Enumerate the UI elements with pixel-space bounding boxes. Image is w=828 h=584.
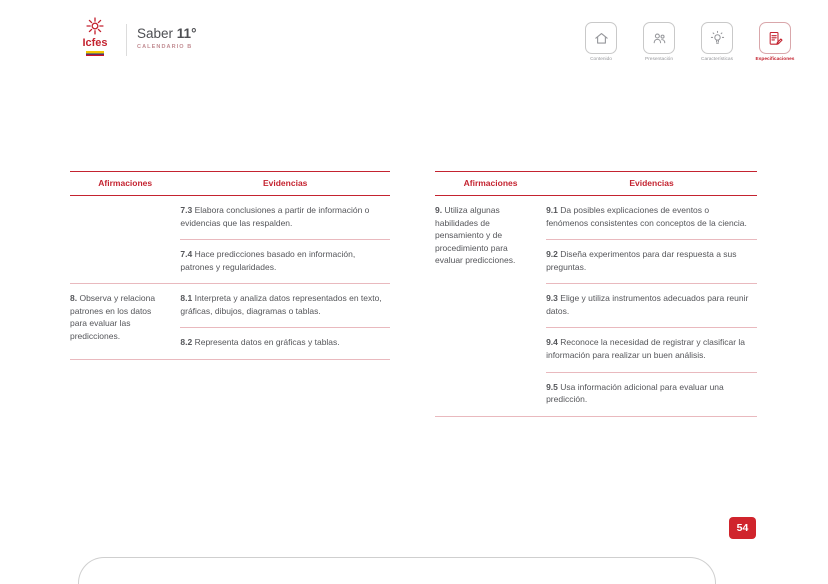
spec-sheet-icon — [759, 22, 791, 54]
title-name: Saber — [137, 26, 174, 41]
table-header-row — [70, 172, 390, 196]
evidencia-cell — [180, 240, 390, 284]
top-nav — [578, 22, 798, 62]
afirmacion-number: 8. — [70, 293, 78, 304]
people-icon — [643, 22, 675, 54]
column-header-afirmaciones: Afirmaciones — [70, 172, 180, 196]
column-header-afirmaciones: Afirmaciones — [435, 172, 546, 196]
colombia-flag — [86, 51, 104, 56]
home-icon — [585, 22, 617, 54]
evidencia-text: Hace predicciones basado en información, patrones y regularidades. — [180, 249, 356, 272]
nav-item-contenido[interactable] — [578, 22, 624, 62]
nav-item-especificaciones[interactable] — [752, 22, 798, 62]
specifications-table-left — [70, 171, 390, 360]
afirmacion-number: 9. — [435, 205, 443, 215]
nav-label: Presentación — [645, 57, 673, 62]
evidencia-text: Representa datos en gráficas y tablas. — [194, 337, 340, 348]
evidencia-text: Interpreta y analiza datos representados en texto, gráficas, dibujos, diagramas o tablas. — [180, 293, 382, 316]
page-title — [137, 26, 196, 41]
evidencia-cell — [546, 240, 757, 284]
evidencia-number: 9.3 — [546, 293, 558, 304]
evidencia-number: 8.1 — [180, 293, 193, 304]
doc-title — [137, 26, 196, 50]
nav-label: Especificaciones — [755, 57, 795, 62]
afirmacion-cell — [70, 284, 180, 360]
evidencia-cell — [180, 284, 390, 328]
evidencia-cell — [546, 284, 757, 328]
page-number-badge: 54 — [729, 517, 756, 539]
nav-item-caracteristicas[interactable] — [694, 22, 740, 62]
evidencia-text: Diseña experimentos para dar respuesta a sus preguntas. — [546, 249, 737, 272]
icfes-emblem-icon — [85, 16, 105, 36]
evidencia-text: Elabora conclusiones a partir de información o evidencias que las respalden. — [180, 205, 370, 228]
evidencia-cell — [180, 328, 390, 360]
afirmacion-text: Utiliza algunas habilidades de pensamiento y de procedimiento para evaluar predicciones. — [435, 205, 516, 266]
nav-item-presentacion[interactable] — [636, 22, 682, 62]
evidencia-text: Elige y utiliza instrumentos adecuados para reunir datos. — [546, 293, 749, 316]
icfes-logo — [72, 16, 118, 56]
evidencia-text: Reconoce la necesidad de registrar y clasificar la información para realizar un buen análisis. — [546, 337, 746, 361]
table-header-row — [435, 172, 757, 196]
table-row — [435, 196, 757, 240]
column-header-evidencias: Evidencias — [546, 172, 757, 196]
evidencia-number: 7.4 — [180, 249, 193, 260]
evidencia-cell — [546, 196, 757, 240]
bottom-panel-border — [78, 557, 716, 584]
column-header-evidencias: Evidencias — [180, 172, 390, 196]
table-row — [70, 284, 390, 328]
afirmacion-cell — [435, 196, 546, 417]
title-grade: 11° — [176, 26, 197, 41]
evidencia-number: 9.1 — [546, 205, 558, 215]
evidencia-number: 9.5 — [546, 381, 558, 392]
evidencia-number: 9.2 — [546, 249, 558, 260]
specifications-table-right — [435, 171, 757, 417]
evidencia-text: Da posibles explicaciones de eventos o fenómenos consistentes con conceptos de la ciencia. — [546, 205, 747, 228]
evidencia-text: Usa información adicional para evaluar una predicción. — [546, 381, 724, 405]
evidencia-cell — [180, 196, 390, 240]
evidencia-number: 9.4 — [546, 337, 558, 348]
nav-label: Contenido — [590, 57, 612, 62]
nav-label: Características — [701, 57, 733, 62]
lightbulb-icon — [701, 22, 733, 54]
afirmacion-cell — [70, 196, 180, 284]
afirmacion-text: Observa y relaciona patrones en los datos para evaluar las predicciones. — [70, 293, 156, 342]
evidencia-cell — [546, 328, 757, 372]
logo-divider — [126, 24, 127, 56]
table-row — [70, 196, 390, 240]
evidencia-number: 7.3 — [180, 205, 193, 215]
evidencia-number: 8.2 — [180, 337, 193, 348]
title-subtitle: CALENDARIO B — [137, 44, 193, 50]
logo-wordmark: Icfes — [82, 37, 108, 49]
evidencia-cell — [546, 372, 757, 416]
